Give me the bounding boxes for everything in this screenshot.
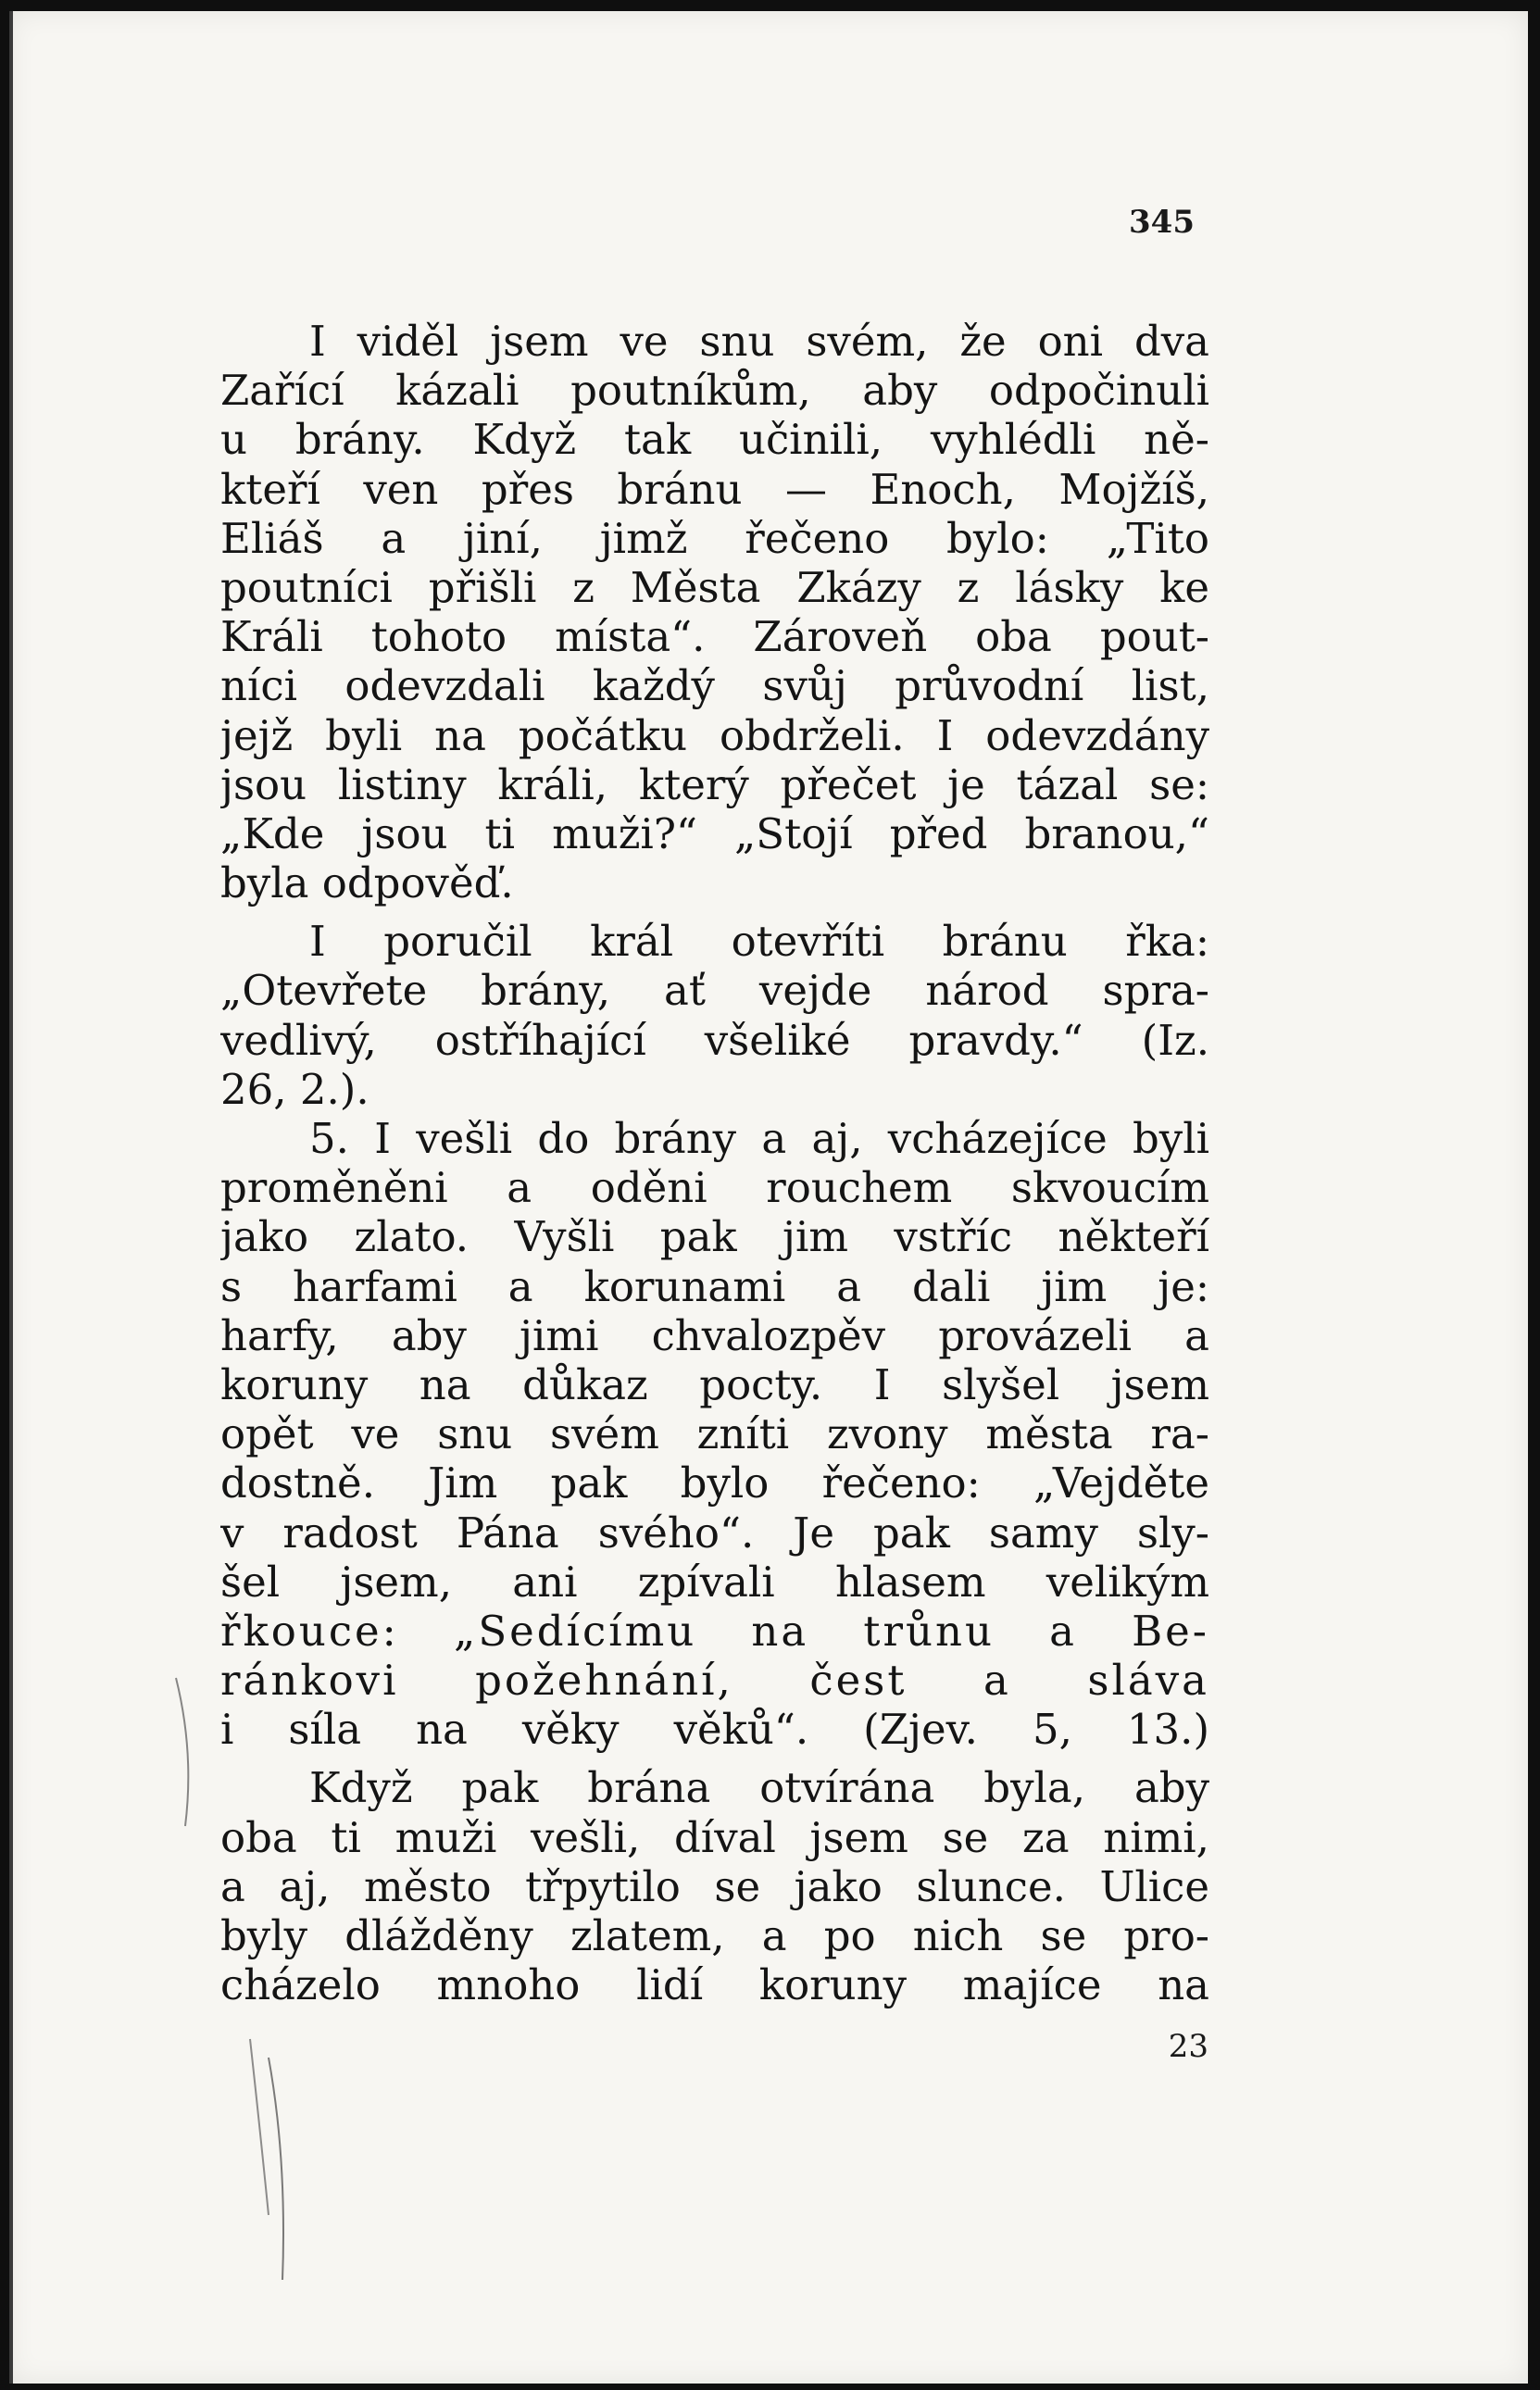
text-line: dostně. Jim pak bylo řečeno: „Vejděte [220, 1458, 1209, 1508]
paragraph [220, 1114, 1209, 1754]
text-line: jejž byli na počátku obdrželi. I odevzdány [220, 710, 1209, 760]
text-line: v radost Pána svého“. Je pak samy sly- [220, 1508, 1209, 1558]
text-line: 5. I vešli do brány a aj, vcházejíce byli [309, 1114, 1209, 1163]
text-line: byly dlážděny zlatem, a po nich se pro- [220, 1911, 1209, 1960]
text-line: jsou listiny králi, který přečet je tázal se: [220, 759, 1209, 809]
text-line: opět ve snu svém zníti zvony města ra- [220, 1409, 1209, 1459]
text-line: harfy, aby jimi chvalozpěv provázeli a [220, 1310, 1209, 1360]
text-line: ránkovi požehnání, čest a sláva [220, 1656, 1209, 1706]
text-line: níci odevzdali každý svůj průvodní list, [220, 661, 1209, 711]
text-line: i síla na věky věků“. (Zjev. 5, 13.) [220, 1705, 1209, 1755]
text-line: I poručil král otevříti bránu řka: [309, 917, 1209, 967]
text-line: proměněni a oděni rouchem skvoucím [220, 1163, 1209, 1213]
text-line: kteří ven přes bránu — Enoch, Mojžíš, [220, 464, 1209, 514]
text-line: Eliáš a jiní, jimž řečeno bylo: „Tito [220, 513, 1209, 563]
text-line: šel jsem, ani zpívali hlasem velikým [220, 1557, 1209, 1607]
body-text [220, 317, 1209, 2009]
pencil-mark [157, 1641, 306, 2289]
text-line: Králi tohoto místa“. Zároveň oba pout- [220, 612, 1209, 662]
paragraph [220, 317, 1209, 907]
text-line: jako zlato. Vyšli pak jim vstříc někteří [220, 1212, 1209, 1262]
text-line: poutníci přišli z Města Zkázy z lásky ke [220, 562, 1209, 612]
book-page [9, 11, 1528, 2384]
text-line: a aj, město třpytilo se jako slunce. Ulice [220, 1861, 1209, 1911]
text-line: „Kde jsou ti muži?“ „Stojí před branou,“ [220, 808, 1209, 858]
paragraph [220, 917, 1209, 1114]
text-line: „Otevřete brány, ať vejde národ spra- [220, 966, 1209, 1016]
text-line: u brány. Když tak učinili, vyhlédli ně- [220, 415, 1209, 465]
text-line: byla odpověď. [220, 858, 514, 908]
signature-mark: 23 [1168, 2028, 1208, 2065]
text-line: koruny na důkaz pocty. I slyšel jsem [220, 1359, 1209, 1409]
text-line: I viděl jsem ve snu svém, že oni dva [309, 317, 1209, 366]
page-edge [9, 11, 13, 2384]
text-line: vedlivý, ostříhající všeliké pravdy.“ (Iz. [220, 1015, 1209, 1065]
text-line: s harfami a korunami a dali jim je: [220, 1261, 1209, 1311]
text-line: oba ti muži vešli, díval jsem se za nimi, [220, 1812, 1209, 1862]
page-number: 345 [1129, 204, 1195, 241]
text-line: Když pak brána otvírána byla, aby [309, 1763, 1209, 1813]
paragraph [220, 1763, 1209, 2009]
text-line: 26, 2.). [220, 1064, 369, 1114]
text-line: řkouce: „Sedícímu na trůnu a Be- [220, 1606, 1209, 1656]
text-line: cházelo mnoho lidí koruny majíce na [220, 1960, 1209, 2010]
text-line: Zařící kázali poutníkům, aby odpočinuli [220, 366, 1209, 416]
